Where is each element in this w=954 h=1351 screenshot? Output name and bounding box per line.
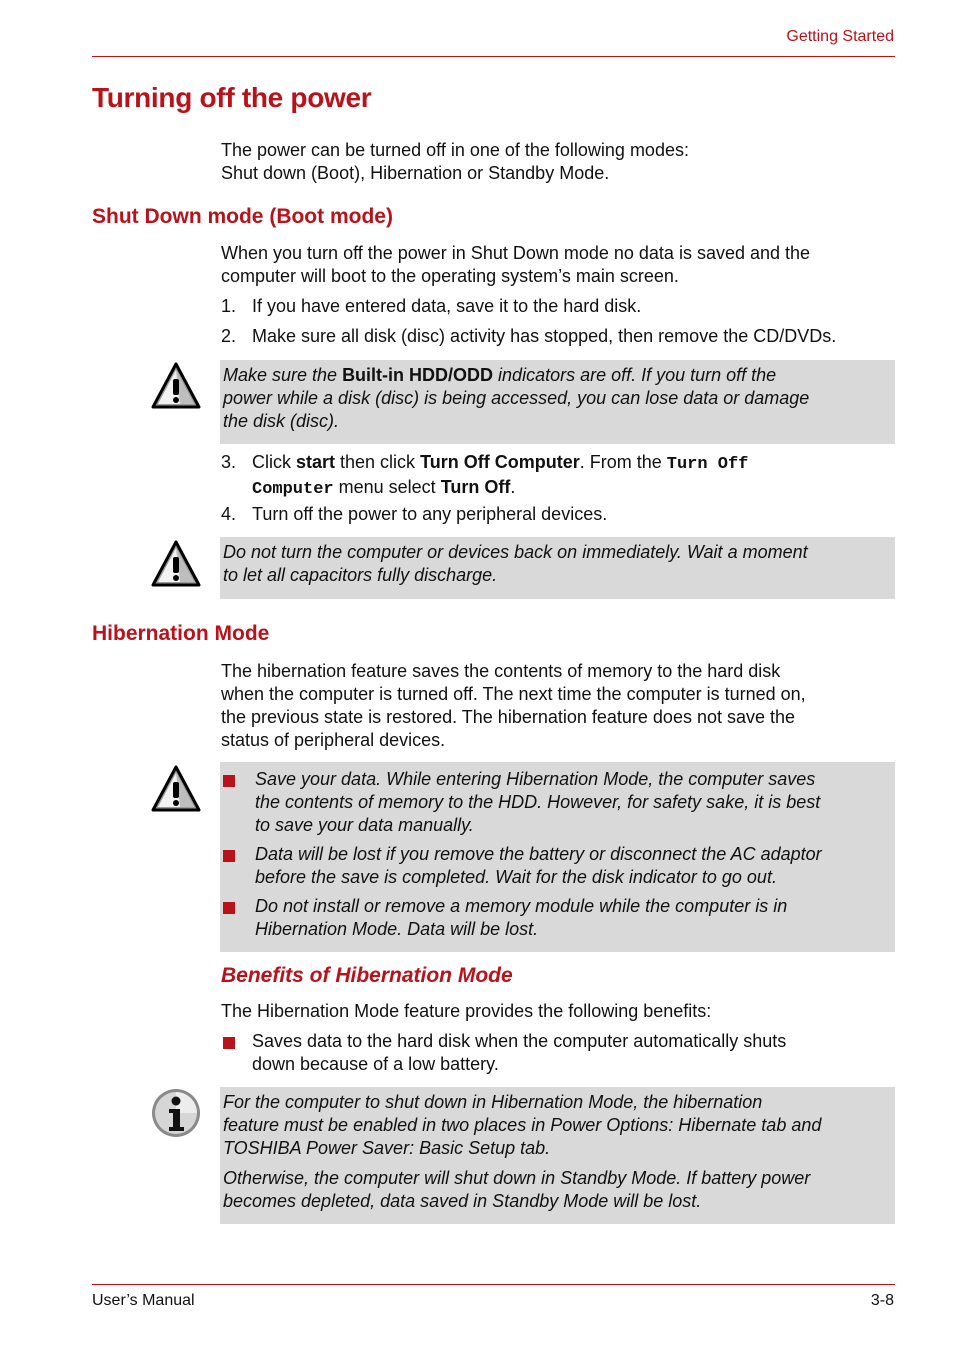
benefit-text: Saves data to the hard disk when the computer automatically shuts [252, 1031, 787, 1051]
caution-text: to let all capacitors fully discharge. [223, 565, 498, 585]
intro-line: Shut down (Boot), Hibernation or Standby Mode. [221, 163, 610, 183]
bullet-square-icon [223, 902, 235, 914]
page-number: 3-8 [870, 1292, 894, 1309]
caution-bullet [220, 843, 822, 889]
caution-bullet [220, 895, 787, 941]
caution-text: Make sure the [223, 365, 343, 385]
info-text: For the computer to shut down in Hibernation Mode, the hibernation [223, 1092, 763, 1112]
hibernation-paragraph [221, 660, 901, 752]
caution-bullet [220, 768, 820, 837]
intro-line: The power can be turned off in one of the following modes: [221, 140, 689, 160]
shutdown-heading: Shut Down mode (Boot mode) [92, 205, 393, 228]
info-text: Otherwise, the computer will shut down in Standby Mode. If battery power [223, 1168, 811, 1188]
header-rule [92, 56, 895, 57]
bullet-square-icon [223, 850, 235, 862]
caution-text: Do not turn the computer or devices back on immediately. Wait a moment [223, 542, 808, 562]
shutdown-line: When you turn off the power in Shut Down mode no data is saved and the [221, 243, 811, 263]
hibernation-line: the previous state is restored. The hibernation feature does not save the [221, 707, 796, 727]
caution-text: power while a disk (disc) is being accessed, you can lose data or damage [223, 388, 810, 408]
step-number: 4. [221, 504, 237, 524]
warning-triangle-icon [150, 538, 202, 590]
shutdown-line: computer will boot to the operating system’s main screen. [221, 266, 679, 286]
benefit-text: down because of a low battery. [252, 1054, 499, 1074]
benefit-bullet [221, 1030, 786, 1076]
info-text: feature must be enabled in two places in Power Options: Hibernate tab and [223, 1115, 822, 1135]
caution-bold: Built-in HDD/ODD [342, 365, 494, 385]
hibernation-line: status of peripheral devices. [221, 730, 446, 750]
page-title: Turning off the power [92, 82, 372, 113]
step-number: 3. [221, 452, 237, 472]
caution-text: Data will be lost if you remove the battery or disconnect the AC adaptor [255, 844, 822, 864]
hibernation-heading: Hibernation Mode [92, 622, 270, 645]
warning-triangle-icon [150, 360, 202, 412]
shutdown-paragraph [221, 242, 901, 288]
caution-box-hdd [220, 360, 895, 444]
caution-text: Do not install or remove a memory module while the computer is in [255, 896, 788, 916]
step-text: Turn off the power to any peripheral devices. [252, 504, 608, 524]
benefits-intro [221, 1000, 901, 1023]
hibernation-line: when the computer is turned off. The next time the computer is turned on, [221, 684, 806, 704]
intro-paragraph [221, 139, 901, 185]
info-text: TOSHIBA Power Saver: Basic Setup tab. [223, 1138, 551, 1158]
info-icon [150, 1087, 202, 1139]
benefits-heading: Benefits of Hibernation Mode [221, 964, 513, 987]
caution-text: Hibernation Mode. Data will be lost. [255, 919, 539, 939]
running-header: Getting Started [786, 28, 894, 45]
caution-text: the contents of memory to the HDD. However, for safety sake, it is best [255, 792, 821, 812]
step-number: 1. [221, 296, 237, 316]
bullet-square-icon [223, 775, 235, 787]
caution-text: to save your data manually. [255, 815, 474, 835]
caution-box-capacitors [220, 537, 895, 599]
caution-text: Save your data. While entering Hibernation Mode, the computer saves [255, 769, 816, 789]
hibernation-line: The hibernation feature saves the contents of memory to the hard disk [221, 661, 781, 681]
footer-title: User’s Manual [92, 1292, 195, 1309]
caution-text: before the save is completed. Wait for the disk indicator to go out. [255, 867, 777, 887]
caution-text: indicators are off. If you turn off the [493, 365, 777, 385]
benefits-intro-line: The Hibernation Mode feature provides the following benefits: [221, 1001, 712, 1021]
bullet-square-icon [223, 1037, 235, 1049]
footer-rule [92, 1284, 895, 1285]
warning-triangle-icon [150, 763, 202, 815]
info-text: becomes depleted, data saved in Standby Mode will be lost. [223, 1191, 702, 1211]
step-text: Click start then click Turn Off Computer. From the Turn Off Computer menu select Turn Off. [252, 452, 749, 499]
step-number: 2. [221, 326, 237, 346]
caution-text: the disk (disc). [223, 411, 340, 431]
step-text: Make sure all disk (disc) activity has stopped, then remove the CD/DVDs. [252, 326, 837, 346]
info-box-hibernation [220, 1087, 895, 1224]
step-text: If you have entered data, save it to the hard disk. [252, 296, 642, 316]
caution-box-hibernation [220, 762, 895, 952]
